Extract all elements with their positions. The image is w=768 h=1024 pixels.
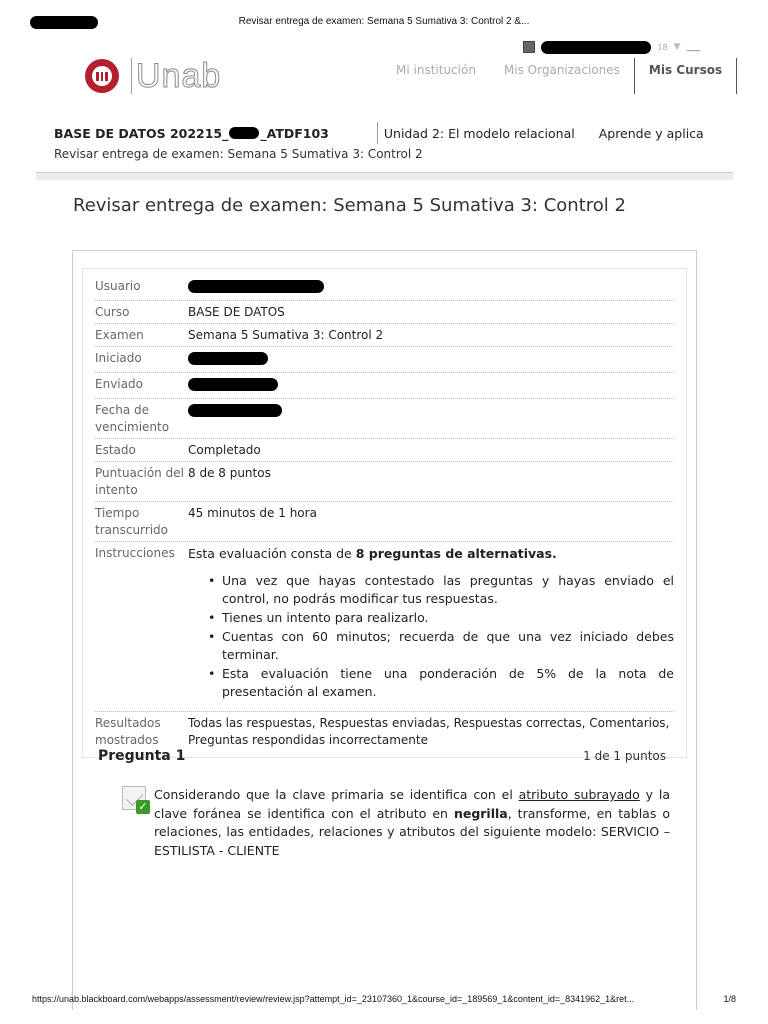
redacted-sent-date [188, 378, 278, 391]
avatar[interactable] [523, 41, 535, 53]
attempt-details [82, 268, 687, 758]
detail-row-vencimiento [95, 399, 674, 439]
detail-row-puntuacion [95, 462, 674, 502]
detail-label: Tiempo transcurrido [95, 506, 169, 537]
list-item: • Una vez que hayas contestado las preguntas y hayas enviado el control, no podrás modificar tus respuestas. [222, 572, 674, 608]
detail-label: Curso [95, 305, 130, 319]
detail-label: Estado [95, 443, 136, 457]
detail-label: Instrucciones [95, 546, 175, 560]
print-header [0, 16, 768, 30]
nav-mis-organizaciones[interactable]: Mis Organizaciones [503, 63, 620, 77]
detail-row-resultados [95, 712, 674, 751]
menu-underline: ___ [686, 42, 700, 52]
breadcrumb-unit[interactable]: Unidad 2: El modelo relacional [383, 125, 575, 141]
detail-row-instrucciones [95, 542, 674, 712]
detail-label: Iniciado [95, 351, 142, 365]
detail-row-iniciado [95, 347, 674, 373]
correct-answer-icon: ✓ [122, 786, 150, 814]
redacted-user [188, 280, 324, 293]
detail-label: Usuario [95, 279, 141, 293]
redacted-start-date [188, 352, 268, 365]
elapsed-time-value: 45 minutos de 1 hora [188, 506, 317, 520]
breadcrumb-section[interactable]: Aprende y aplica [598, 125, 704, 141]
nav-mis-cursos[interactable]: Mis Cursos [634, 58, 737, 94]
detail-row-examen [95, 324, 674, 347]
detail-label: Puntuación del intento [95, 466, 184, 497]
results-shown-value: Todas las respuestas, Respuestas enviadas, Respuestas correctas, Comentarios, Preguntas respondidas incorrectamente [188, 716, 670, 747]
print-footer [32, 994, 736, 1004]
detail-label: Enviado [95, 377, 143, 391]
status-value: Completado [188, 443, 261, 457]
unab-emblem-icon [85, 59, 119, 93]
print-title: Revisar entrega de examen: Semana 5 Sumativa 3: Control 2 &... [238, 16, 530, 27]
detail-label: Examen [95, 328, 144, 342]
detail-row-estado [95, 439, 674, 462]
header-divider [36, 172, 733, 180]
list-item: • Tienes un intento para realizarlo. [222, 609, 674, 627]
score-value: 8 de 8 puntos [188, 466, 271, 480]
top-nav [382, 58, 737, 94]
question-points: 1 de 1 puntos [583, 749, 666, 763]
question-title: Pregunta 1 [98, 748, 186, 764]
breadcrumb-course[interactable]: BASE DE DATOS 202215_ _ATDF103 [54, 125, 329, 141]
detail-row-enviado [95, 373, 674, 399]
user-bar [523, 40, 700, 54]
detail-value: BASE DE DATOS [188, 305, 285, 319]
detail-row-tiempo [95, 502, 674, 542]
print-page-number: 1/8 [723, 994, 736, 1004]
list-item: • Esta evaluación tiene una ponderación de 5% de la nota de presentación al examen. [222, 665, 674, 701]
instructions-value: Esta evaluación consta de 8 preguntas de alternativas. • Una vez que hayas contestado las preguntas y hayas enviado el control, no podrás modificar tus respuestas. • Tienes un intento para realizarlo. • Cuentas con 60 minutos; recuerda de que una vez iniciado debes terminar. • Esta evaluación tiene una ponderación de 5% de la nota de presentación al examen. [188, 545, 674, 709]
redacted-user-name [541, 41, 651, 54]
breadcrumb-divider [377, 122, 378, 144]
breadcrumb-current: Revisar entrega de examen: Semana 5 Sumativa 3: Control 2 [54, 147, 423, 161]
redaction-mark [229, 127, 259, 139]
detail-label: Fecha de vencimiento [95, 403, 170, 434]
instructions-list [222, 572, 674, 701]
page-title: Revisar entrega de examen: Semana 5 Sumativa 3: Control 2 [73, 195, 626, 216]
print-url: https://unab.blackboard.com/webapps/assessment/review/review.jsp?attempt_id=_23107360_1&course_id=_189569_1&content_id=_8341962_1&ret... [32, 994, 635, 1004]
chevron-down-icon[interactable]: ▼ [673, 42, 681, 52]
notification-count[interactable]: 18 [657, 42, 668, 52]
nav-mi-institucion[interactable]: Mi institución [396, 63, 476, 77]
detail-row-usuario [95, 275, 674, 301]
redacted-due-date [188, 404, 282, 417]
list-item: • Cuentas con 60 minutos; recuerda de que una vez iniciado debes terminar. [222, 628, 674, 664]
logo-divider [131, 58, 132, 94]
question-header [98, 748, 666, 764]
unab-logo[interactable] [85, 58, 221, 94]
question-text: Considerando que la clave primaria se identifica con el atributo subrayado y la clave foránea se identifica con el atributo en negrilla, transforme, en tablas o relaciones, las entidades, relaciones y atributos del siguiente modelo: SERVICIO – ESTILISTA - CLIENTE [154, 787, 670, 858]
breadcrumb [54, 122, 728, 144]
detail-row-curso [95, 301, 674, 324]
detail-label: Resultados mostrados [95, 716, 161, 747]
logo-text: Unab [136, 56, 222, 95]
detail-value: Semana 5 Sumativa 3: Control 2 [188, 328, 384, 342]
